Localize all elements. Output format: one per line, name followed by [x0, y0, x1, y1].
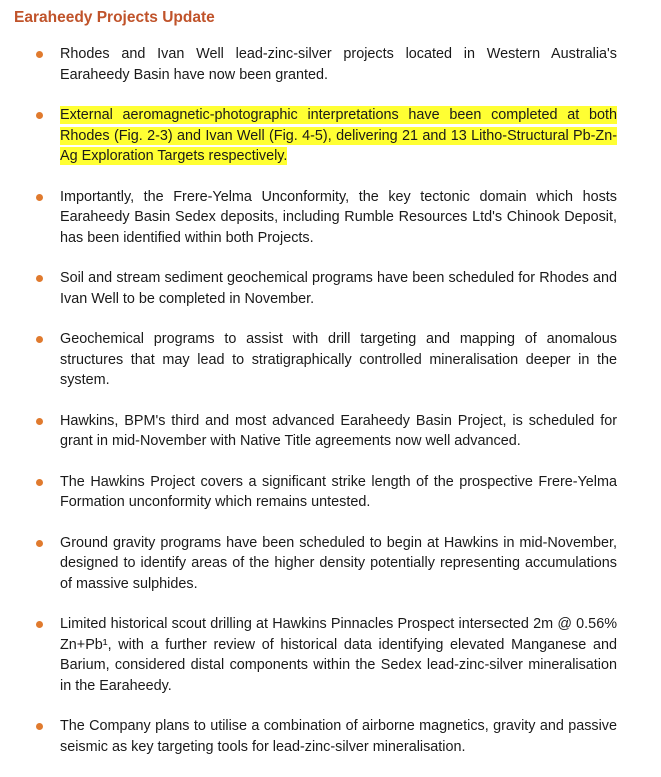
bullet-text: Geochemical programs to assist with drill targeting and mapping of anomalous structures that may lead to stratigraphically controlled mineralisation deeper in the system. [60, 331, 617, 388]
bullet-text: The Hawkins Project covers a significant strike length of the prospective Frere-Yelma Formation unconformity which remains untested. [60, 473, 617, 510]
bullet-item [0, 533, 661, 595]
bullet-item [0, 44, 661, 85]
bullet-text: Rhodes and Ivan Well lead-zinc-silver projects located in Western Australia's Earaheedy Basin have now been granted. [60, 46, 617, 83]
bullet-text: The Company plans to utilise a combination of airborne magnetics, gravity and passive seismic as key targeting tools for lead-zinc-silver mineralisation. [60, 718, 617, 755]
bullet-item [0, 268, 661, 309]
bullet-marker [36, 479, 43, 486]
bullet-marker [36, 540, 43, 547]
bullet-item [0, 411, 661, 452]
bullet-item [0, 329, 661, 391]
bullet-marker [36, 621, 43, 628]
bullet-marker [36, 194, 43, 201]
bullet-list [0, 44, 661, 777]
bullet-item [0, 472, 661, 513]
bullet-text-highlighted: External aeromagnetic-photographic interpretations have been completed at both Rhodes (Fig. 2-3) and Ivan Well (Fig. 4-5), delivering 21 and 13 Litho-Structural Pb-Zn-Ag Exploration Targets respectively. [60, 107, 617, 164]
bullet-text: Ground gravity programs have been scheduled to begin at Hawkins in mid-November, designed to identify areas of the higher density potentially representing accumulations of massive sulphides. [60, 534, 617, 592]
bullet-item [0, 716, 661, 757]
bullet-item [0, 187, 661, 249]
bullet-text: Hawkins, BPM's third and most advanced Earaheedy Basin Project, is scheduled for grant in mid-November with Native Title agreements now well advanced. [60, 412, 617, 449]
bullet-marker [36, 723, 43, 730]
bullet-marker [36, 112, 43, 119]
bullet-marker [36, 51, 43, 58]
bullet-marker [36, 418, 43, 425]
bullet-item [0, 105, 661, 167]
section-title: Earaheedy Projects Update [14, 9, 215, 26]
bullet-item [0, 614, 661, 696]
bullet-text: Importantly, the Frere-Yelma Unconformity, the key tectonic domain which hosts Earaheedy Basin Sedex deposits, including Rumble Resources Ltd's Chinook Deposit, has been identified within both Projects. [60, 188, 617, 246]
bullet-marker [36, 336, 43, 343]
bullet-text: Soil and stream sediment geochemical programs have been scheduled for Rhodes and Ivan Well to be completed in November. [60, 270, 617, 307]
bullet-text: Limited historical scout drilling at Hawkins Pinnacles Prospect intersected 2m @ 0.56% Zn+Pb¹, with a further review of historical data identifying elevated Manganese and Barium, considered distal components within the Sedex lead-zinc-silver mineralisation in the Earaheedy. [60, 616, 617, 694]
bullet-marker [36, 275, 43, 282]
